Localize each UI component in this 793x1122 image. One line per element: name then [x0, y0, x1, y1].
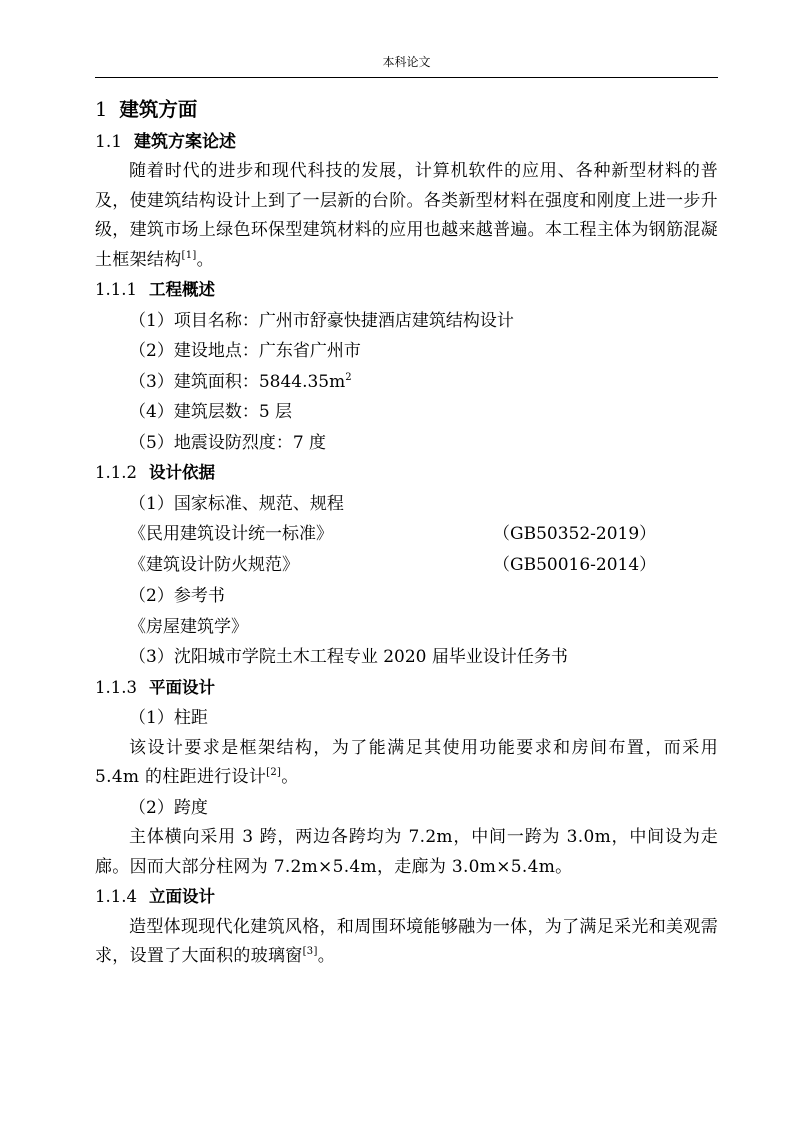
running-header: 本科论文: [382, 55, 431, 69]
standard-row: [95, 519, 718, 550]
overview-item: （4）建筑层数：5 层: [129, 402, 293, 422]
section-1-1-1-heading: [95, 275, 718, 306]
basis-item: （1）国家标准、规范、规程: [129, 493, 344, 514]
plan-item: （1）柱距: [129, 708, 208, 728]
section-1-1-heading: [95, 128, 718, 157]
plan-item: （2）跨度: [129, 797, 208, 818]
standard-code: （GB50352-2019）: [493, 524, 657, 544]
section-title: 建筑方案论述: [134, 132, 237, 152]
citation: [3]: [302, 946, 318, 957]
elevation-paragraph: 造型体现现代化建筑风格，和周围环境能够融为一体，为了满足采光和美观需求，设置了大面积的玻璃窗[3]。: [95, 916, 718, 966]
section-number: 1.1.1: [95, 280, 137, 299]
section-number: 1.1: [95, 132, 123, 152]
plan-paragraph: 主体横向采用 3 跨，两边各跨均为 7.2m，中间一跨为 3.0m，中间设为走廊。因而大部分柱网为 7.2m×5.4m，走廊为 3.0m×5.4m。: [95, 827, 718, 877]
overview-item: （5）地震设防烈度：7 度: [129, 432, 327, 453]
document-body: [95, 93, 718, 972]
section-title: 设计依据: [148, 463, 215, 482]
overview-item: （2）建设地点：广东省广州市: [129, 341, 361, 361]
section-1-1-2-heading: [95, 458, 718, 489]
header-rule: [95, 77, 718, 78]
section-title: 工程概述: [148, 280, 215, 299]
superscript: 2: [345, 371, 352, 383]
section-title: 平面设计: [148, 677, 215, 697]
standard-code: （GB50016-2014）: [493, 555, 657, 575]
section-title: 立面设计: [148, 887, 215, 906]
reference-book: 《房屋建筑学》: [129, 616, 248, 637]
citation: [2]: [266, 767, 282, 778]
section-number: 1.1.4: [95, 887, 137, 906]
section-number: 1: [95, 98, 108, 121]
section-number: 1.1.2: [95, 463, 137, 482]
section-1-heading: [95, 95, 718, 125]
citation: [1]: [181, 249, 197, 261]
basis-item: （2）参考书: [129, 586, 225, 606]
standard-row: [95, 550, 718, 581]
plan-paragraph: 该设计要求是框架结构，为了能满足其使用功能要求和房间布置，而采用 5.4m 的柱距进行设计[2]。: [95, 737, 718, 787]
section-1-1-3-heading: [95, 673, 718, 704]
overview-item: （3）建筑面积：$5844.35m^2$: [129, 371, 352, 392]
section-number: 1.1.3: [95, 677, 137, 697]
intro-paragraph: 随着时代的进步和现代科技的发展，计算机软件的应用、各种新型材料的普及，使建筑结构设计上到了一层新的台阶。各类新型材料在强度和刚度上进一步升级，建筑市场上绿色环保型建筑材料的应用也越来越普遍。本工程主体为钢筋混凝土框架结构[1]。: [95, 161, 718, 270]
section-1-1-4-heading: [95, 882, 718, 913]
basis-item: （3）沈阳城市学院土木工程专业 2020 届毕业设计任务书: [129, 647, 568, 667]
overview-item: （1）项目名称：广州市舒豪快捷酒店建筑结构设计: [129, 310, 514, 331]
standard-name: 《建筑设计防火规范》: [129, 555, 299, 575]
standard-name: 《民用建筑设计统一标准》: [129, 524, 333, 544]
section-title: 建筑方面: [119, 98, 198, 121]
